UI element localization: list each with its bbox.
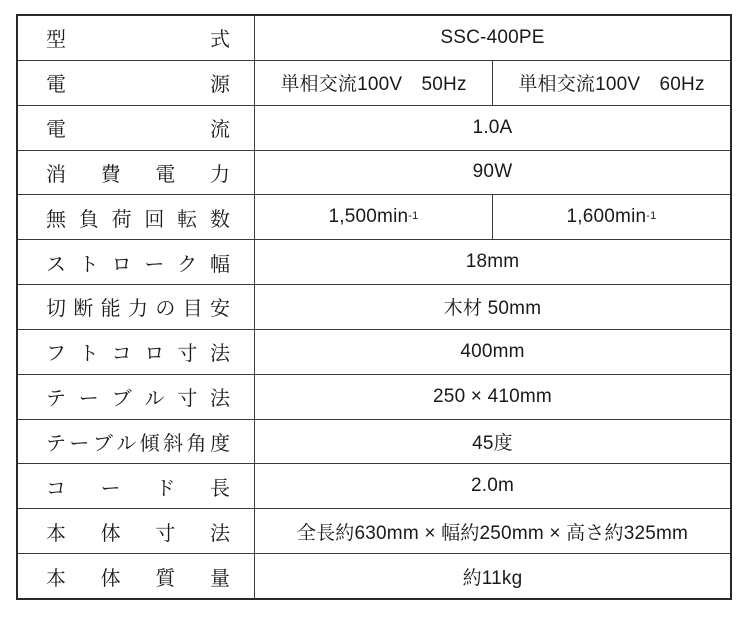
- spec-row-current: [18, 106, 730, 151]
- spec-label-stroke-width: [18, 240, 255, 284]
- spec-label-body-weight: [18, 554, 255, 598]
- spec-value-power-consumption: [255, 151, 730, 195]
- spec-value-text: SSC-400PE: [440, 26, 545, 48]
- spec-table: [16, 14, 732, 600]
- spec-label-text: 本 体 寸 法: [46, 522, 230, 545]
- spec-label-text: 無 負 荷 回 転 数: [46, 208, 230, 231]
- spec-value-table-size: [255, 375, 730, 419]
- spec-value-text: 1,600min: [566, 206, 647, 228]
- spec-label-text: 電 源: [46, 74, 230, 97]
- spec-value-power-source-60hz: [493, 61, 730, 105]
- spec-value-throat-depth: [255, 330, 730, 374]
- spec-label-cutting-capacity: [18, 285, 255, 329]
- spec-value-text: 約11kg: [462, 567, 523, 589]
- spec-value-text: 45度: [472, 433, 513, 455]
- spec-row-throat-depth: [18, 330, 730, 375]
- spec-value-model: [255, 16, 730, 60]
- spec-value-text: 250 × 410mm: [433, 385, 552, 407]
- spec-value-stroke-width: [255, 240, 730, 284]
- spec-label-text: 本 体 質 量: [46, 567, 230, 590]
- spec-value-text: 18mm: [465, 251, 520, 273]
- spec-value-body-dimensions: [255, 509, 730, 553]
- spec-value-text: 単相交流100V 50Hz: [280, 74, 467, 96]
- spec-label-no-load-speed: [18, 195, 255, 239]
- spec-row-cord-length: [18, 464, 730, 509]
- spec-row-body-dimensions: [18, 509, 730, 554]
- spec-label-table-tilt-angle: [18, 420, 255, 464]
- spec-value-table-tilt-angle: [255, 420, 730, 464]
- spec-value-text: 400mm: [460, 340, 525, 362]
- spec-label-body-dimensions: [18, 509, 255, 553]
- spec-value-text: 2.0m: [470, 475, 515, 497]
- spec-label-text: ス ト ロ ー ク 幅: [46, 253, 230, 276]
- spec-row-model: [18, 16, 730, 61]
- spec-value-body-weight: [255, 554, 730, 598]
- spec-value-text: 1,500min: [328, 206, 409, 228]
- spec-label-text: テ ー ブ ル 傾 斜 角 度: [46, 433, 230, 456]
- spec-row-cutting-capacity: [18, 285, 730, 330]
- spec-row-table-size: [18, 375, 730, 420]
- spec-row-stroke-width: [18, 240, 730, 285]
- spec-label-text: 消 費 電 力: [46, 163, 230, 186]
- spec-label-text: テ ー ブ ル 寸 法: [46, 388, 230, 411]
- spec-label-current: [18, 106, 255, 150]
- spec-row-body-weight: [18, 554, 730, 598]
- spec-row-power-source: [18, 61, 730, 106]
- spec-value-power-source-50hz: [255, 61, 493, 105]
- spec-value-text: 単相交流100V 60Hz: [518, 74, 705, 96]
- spec-value-current: [255, 106, 730, 150]
- spec-label-model: [18, 16, 255, 60]
- spec-label-text: 電 流: [46, 119, 230, 142]
- spec-value-cord-length: [255, 464, 730, 508]
- spec-row-table-tilt-angle: [18, 420, 730, 465]
- spec-label-throat-depth: [18, 330, 255, 374]
- spec-value-text: 木材 50mm: [443, 298, 542, 320]
- spec-label-table-size: [18, 375, 255, 419]
- spec-label-text: フ ト コ ロ 寸 法: [46, 343, 230, 366]
- spec-value-text: 90W: [472, 161, 513, 183]
- spec-value-cutting-capacity: [255, 285, 730, 329]
- spec-label-text: コ ー ド 長: [46, 477, 230, 500]
- spec-label-power-consumption: [18, 151, 255, 195]
- spec-label-text: 切 断 能 力 の 目 安: [46, 298, 230, 321]
- spec-value-text: 全長約630mm × 幅約250mm × 高さ約325mm: [296, 522, 689, 544]
- spec-row-no-load-speed: [18, 195, 730, 240]
- spec-label-cord-length: [18, 464, 255, 508]
- spec-label-power-source: [18, 61, 255, 105]
- spec-value-no-load-speed-50hz: 1,500min $^{-1}$: [255, 195, 493, 239]
- spec-row-power-consumption: [18, 151, 730, 196]
- spec-label-text: 型 式: [46, 29, 230, 52]
- spec-value-text: 1.0A: [472, 116, 513, 138]
- spec-value-no-load-speed-60hz: 1,600min $^{-1}$: [566, 206, 657, 228]
